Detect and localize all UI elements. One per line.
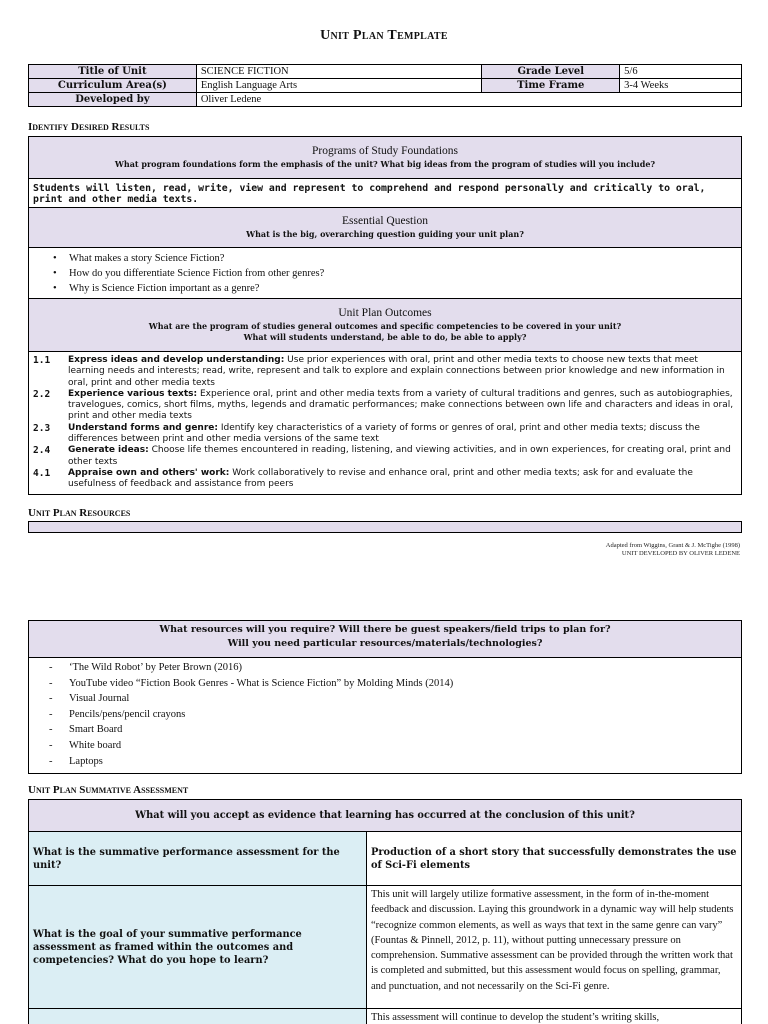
outcome-heading: Generate ideas: [68,445,149,456]
outcome-heading: Experience various texts: [68,388,198,399]
summative-assessment-table [28,799,742,1024]
programs-band [29,137,741,179]
outcome-number: 2.4 [33,445,51,457]
outcomes-subtitle-2: What will students understand, be able to do, be able to apply? [243,332,527,342]
programs-title: Programs of Study Foundations [312,145,458,157]
essential-title: Essential Question [342,215,428,227]
list-item: - Pencils/pens/pencil crayons [49,707,741,723]
time-frame-value: 3-4 Weeks [620,79,742,93]
list-item: - Smart Board [49,722,741,738]
outcomes-band [29,299,741,352]
time-frame-label: Time Frame [482,79,620,93]
outcome-row [33,445,737,468]
list-item: - ‘The Wild Robot’ by Peter Brown (2016) [49,660,741,676]
programs-subtitle: What program foundations form the emphasis of the unit? What big ideas from the program of studies will you include? [114,159,656,169]
resources-box [28,620,742,774]
outcome-number: 1.1 [33,355,51,366]
title-of-unit-value: SCIENCE FICTION [196,65,482,79]
outcome-heading: Appraise own and others' work: [68,467,230,478]
outcome-heading: Express ideas and develop understanding: [68,355,285,365]
summative-answer-3: This assessment will continue to develop the student’s writing skills, [367,1009,742,1024]
summative-answer-1: Production of a short story that successfully demonstrates the use of Sci-Fi elements [367,832,742,886]
resources-band [29,621,741,658]
list-item: • Why is Science Fiction important as a genre? [53,281,741,296]
summative-question-3 [29,1009,367,1024]
outcome-row [33,423,737,446]
unit-plan-resources-heading: Unit Plan Resources [28,507,131,519]
evidence-question: What will you accept as evidence that learning has occurred at the conclusion of this unit? [29,800,742,832]
list-item: • What makes a story Science Fiction? [53,251,741,266]
essential-subtitle: What is the big, overarching question guiding your unit plan? [246,229,524,239]
grade-level-label: Grade Level [482,65,620,79]
programs-answer: Students will listen, read, write, view and represent to comprehend and respond personally and critically to oral, print and other media texts. [29,179,741,208]
resources-question-1: What resources will you require? Will there be guest speakers/field trips to plan for? [159,624,611,635]
outcome-number: 2.2 [33,388,51,400]
outcome-heading: Understand forms and genre: [68,422,218,433]
list-item: • How do you differentiate Science Fiction from other genres? [53,266,741,281]
outcome-text: Work collaboratively to revise and enhance oral, print and other media texts; ask for and evaluate the usefulness of feedback and assistance from peers [68,467,693,490]
developed-by-value: Oliver Ledene [196,93,741,107]
outcome-row [33,468,737,491]
credit-adapted: Adapted from Wiggins, Grant & J. McTighe (1998) [605,542,740,549]
list-item: - Laptops [49,754,741,770]
outcome-text: Use prior experiences with oral, print and other media texts to choose new texts that meet learning needs and interests; read, write, represent and talk to explore and explain connections between prior knowledge and new information in oral, print and other media texts [68,355,725,388]
title-of-unit-label: Title of Unit [29,65,197,79]
summative-question-2: What is the goal of your summative performance assessment as framed within the outcomes and competencies? What do you hope to learn? [29,886,367,1009]
identify-desired-results-heading: Identify Desired Results [28,121,150,133]
essential-band [29,208,741,248]
outcome-text: Identify key characteristics of a variety of forms or genres of oral, print and other media texts; discuss the differences between print and other media versions of the same text [68,422,700,445]
outcome-row [33,389,737,423]
page-title: Unit Plan Template [320,28,448,43]
summative-question-1: What is the summative performance assessment for the unit? [29,832,367,886]
outcome-text: Choose life themes encountered in reading, listening, and viewing activities, and in own experiences, for creating oral, print and other texts [68,445,731,467]
curriculum-area-label: Curriculum Area(s) [29,79,197,93]
outcomes-list [29,352,741,494]
outcome-row [33,355,737,389]
summative-answer-2: This unit will largely utilize formative assessment, in the form of in-the-moment feedback and discussion. Laying this groundwork in a dynamic way will help students “recognize common elements, as well as ways that text in the same genre can vary” (Fountas & Pinnell, 2012, p. 11), without putting unnecessary pressure on comprehension. Summative assessment can be provided through the written work that is completed and submitted, but this assessment would focus on spelling, grammar, and punctuation, and not necessarily on the Sci-Fi genre. [367,886,742,1009]
resources-list [29,658,741,773]
unit-info-table [28,64,742,107]
outcome-number: 2.3 [33,422,51,434]
list-item: - White board [49,738,741,754]
outcomes-subtitle-1: What are the program of studies general outcomes and specific competencies to be covered in your unit? [148,321,622,331]
curriculum-area-value: English Language Arts [196,79,482,93]
list-item: - YouTube video “Fiction Book Genres - What is Science Fiction” by Molding Minds (2014) [49,676,741,692]
outcome-text: Experience oral, print and other media texts from a variety of cultural traditions and genres, such as autobiographies, travelogues, comics, short films, myths, legends and dramatic performances; make connections between own life and characters and ideas in oral, print and other media texts [68,388,734,422]
list-item: - Visual Journal [49,691,741,707]
credit-note [606,542,740,558]
developed-by-label: Developed by [29,93,197,107]
outcome-number: 4.1 [33,467,51,479]
grade-level-value: 5/6 [620,65,742,79]
outcomes-title: Unit Plan Outcomes [338,307,432,319]
credit-developer: UNIT DEVELOPED BY OLIVER LEDENE [621,550,740,557]
summative-assessment-heading: Unit Plan Summative Assessment [28,784,189,796]
desired-results-box [28,136,742,495]
resources-question-2: Will you need particular resources/materials/technologies? [227,638,543,649]
essential-questions-list [29,248,741,299]
resources-divider-bar [28,521,742,533]
